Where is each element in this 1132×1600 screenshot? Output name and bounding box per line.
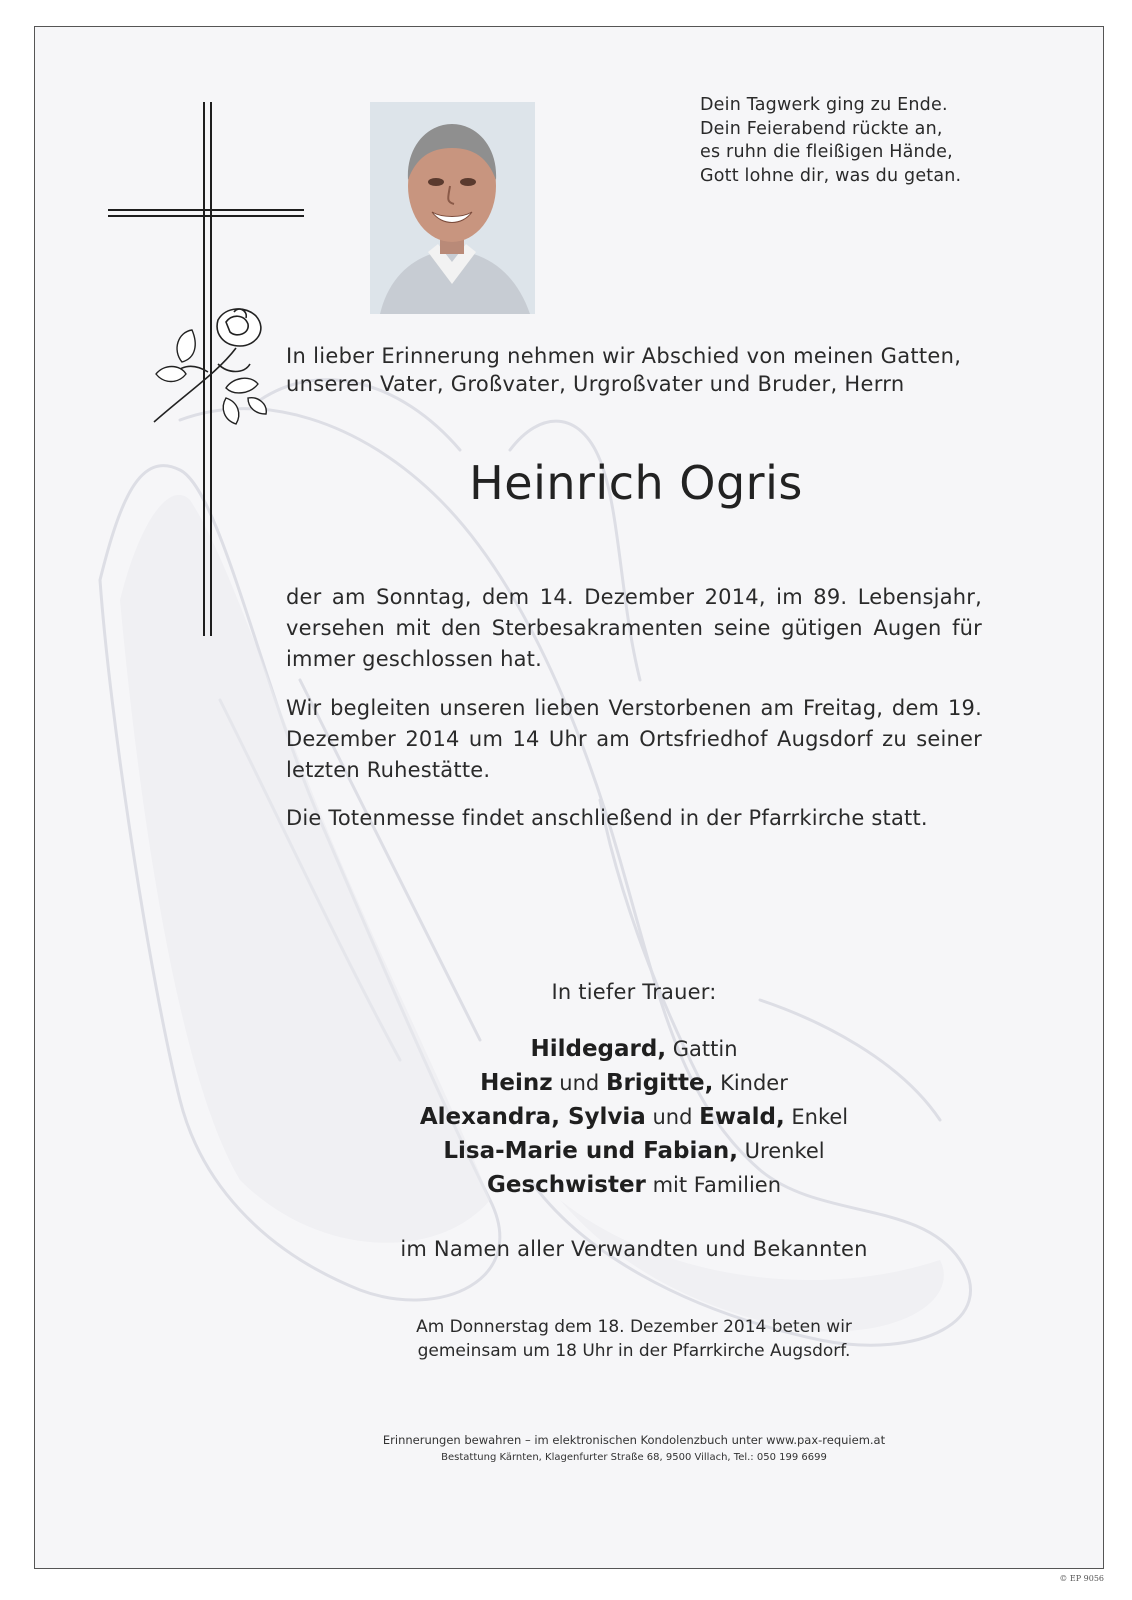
family-name: Geschwister xyxy=(486,1172,646,1198)
family-conjunction: und xyxy=(652,1105,693,1129)
footer-address-line: Bestattung Kärnten, Klagenfurter Straße 68, 9500 Villach, Tel.: 050 199 6699 xyxy=(441,1452,827,1463)
intro-line: unseren Vater, Großvater, Urgroßvater und Bruder, Herrn xyxy=(286,372,905,396)
family-row xyxy=(286,1168,982,1202)
family-role: Kinder xyxy=(720,1071,788,1095)
footer-condolence-line: Erinnerungen bewahren – im elektronischen Kondolenzbuch unter www.pax-requiem.at xyxy=(382,1433,886,1447)
portrait-illustration xyxy=(370,102,535,314)
prayer-announcement xyxy=(286,1315,982,1363)
family-name: Lisa-Marie und Fabian, xyxy=(443,1138,738,1164)
family-role: Gattin xyxy=(672,1037,738,1061)
family-name: Hildegard, xyxy=(530,1036,667,1062)
death-paragraph: der am Sonntag, dem 14. Dezember 2014, im 89. Lebensjahr, versehen mit den Sterbesakramenten seine gütigen Augen für immer geschlossen hat. xyxy=(286,585,982,671)
poem-line: Gott lohne dir, was du getan. xyxy=(700,165,962,186)
cross-with-rose-icon xyxy=(108,102,308,636)
family-role: Enkel xyxy=(791,1105,849,1129)
funeral-paragraph: Wir begleiten unseren lieben Verstorbenen am Freitag, dem 19. Dezember 2014 um 14 Uhr am Ortsfriedhof Augsdorf zu seiner letzten Ruhestätte. xyxy=(286,696,982,782)
copyright-mark: © EP 9056 xyxy=(1059,1574,1104,1583)
portrait-photo xyxy=(370,102,535,314)
family-name: Heinz xyxy=(480,1070,553,1096)
family-list xyxy=(286,1032,982,1202)
family-row xyxy=(286,1066,982,1100)
deceased-name: Heinrich Ogris xyxy=(469,456,803,510)
relatives-line: im Namen aller Verwandten und Bekannten xyxy=(400,1237,868,1261)
poem-line: es ruhn die fleißigen Hände, xyxy=(700,142,953,162)
family-name: Ewald, xyxy=(699,1104,785,1130)
poem-line: Dein Tagwerk ging zu Ende. xyxy=(700,95,948,115)
family-conjunction: und xyxy=(559,1071,600,1095)
family-row xyxy=(286,1100,982,1134)
family-role: mit Familien xyxy=(652,1173,782,1197)
intro-text xyxy=(286,342,986,398)
prayer-line: Am Donnerstag dem 18. Dezember 2014 beten wir xyxy=(416,1317,852,1337)
mass-paragraph: Die Totenmesse findet anschließend in der Pfarrkirche statt. xyxy=(286,806,928,830)
family-row xyxy=(286,1134,982,1168)
footer xyxy=(286,1432,982,1466)
intro-line: In lieber Erinnerung nehmen wir Abschied von meinen Gatten, xyxy=(286,344,962,368)
poem-line: Dein Feierabend rückte an, xyxy=(700,118,943,139)
poem xyxy=(700,94,1000,188)
family-name: Alexandra, Sylvia xyxy=(419,1104,646,1130)
family-name: Brigitte, xyxy=(605,1070,714,1096)
family-row xyxy=(286,1032,982,1066)
mourning-heading: In tiefer Trauer: xyxy=(551,980,717,1004)
family-role: Urenkel xyxy=(744,1139,825,1163)
prayer-line: gemeinsam um 18 Uhr in der Pfarrkirche Augsdorf. xyxy=(417,1341,851,1361)
